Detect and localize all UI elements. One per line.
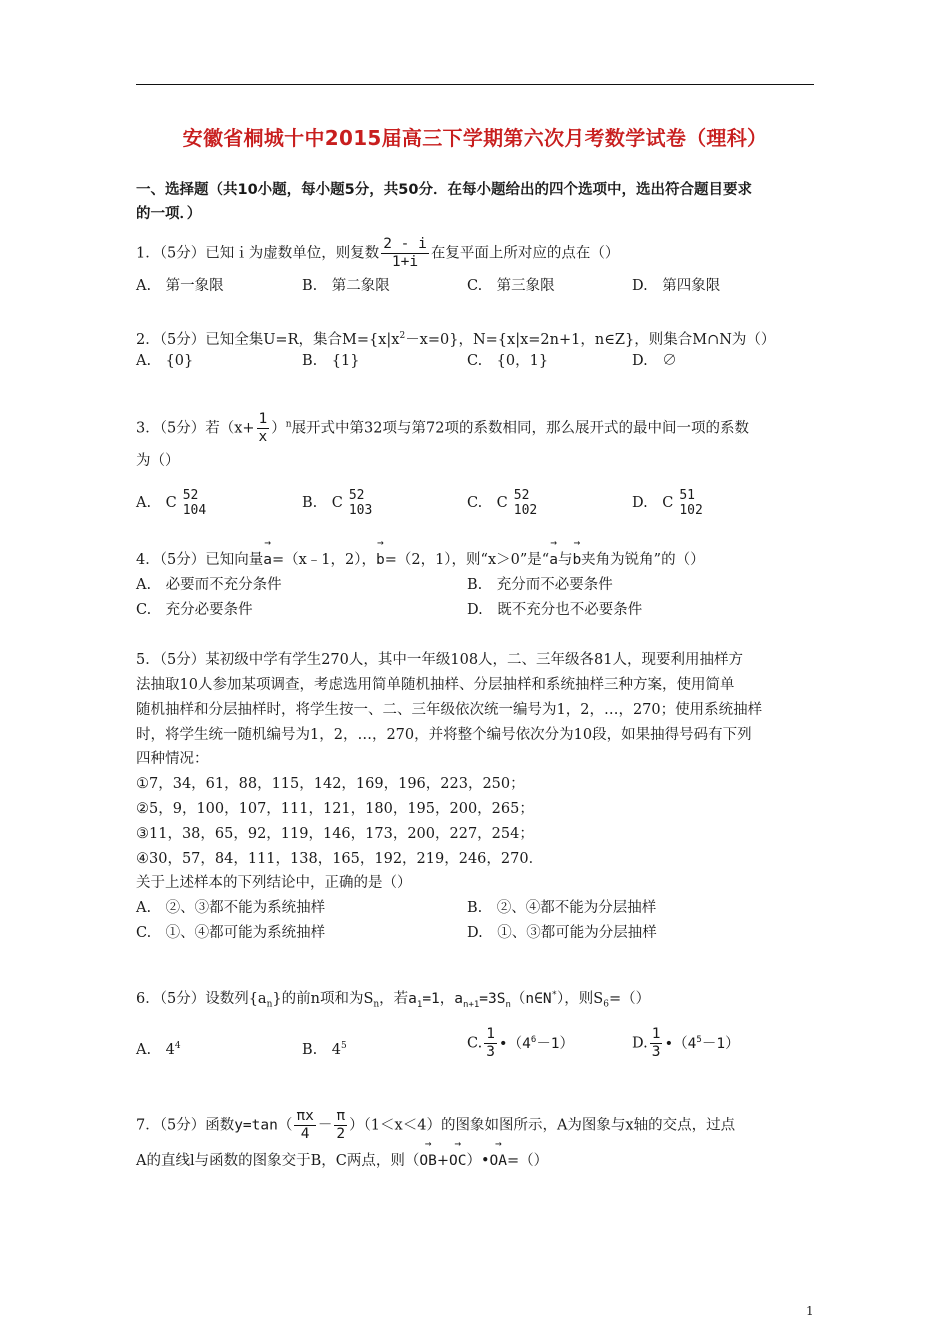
q1-option-c[interactable]: C. 第三象限	[467, 278, 555, 294]
q3-option-c[interactable]: C. C 52 102	[467, 488, 538, 518]
q5-line-1: 5．（5分）某初级中学有学生270人，其中一年级108人，二、三年级各81人，现要利用抽样方	[136, 652, 744, 668]
header-rule	[136, 84, 814, 85]
q7-line2: A的直线l与函数的图象交于B，C两点，则（→ OB+→ OC）•→ OA=（）	[136, 1151, 548, 1171]
q5-line-2: 法抽取10人参加某项调查，考虑选用简单随机抽样、分层抽样和系统抽样三种方案，使用简单	[136, 677, 735, 693]
q4-option-a[interactable]: A. 必要而不充分条件	[136, 577, 282, 593]
q5-option-c[interactable]: C. ①、④都可能为系统抽样	[136, 925, 326, 941]
vector-a: → a	[263, 550, 272, 570]
q1-option-d[interactable]: D. 第四象限	[632, 278, 721, 294]
page-title: 安徽省桐城十中2015届高三下学期第六次月考数学试卷（理科）	[182, 126, 768, 150]
q5-line-3: 随机抽样和分层抽样时，将学生按一、二、三年级依次统一编号为1，2，…，270；使用系统抽样	[136, 702, 763, 718]
q5-line-10: 关于上述样本的下列结论中，正确的是（）	[136, 875, 412, 891]
q5-line-9: ④30，57，84，111，138，165，192，219，246，270．	[136, 851, 544, 867]
q1-text: 1．（5分）已知ｉ为虚数单位，则复数	[136, 245, 380, 262]
question-7: 7．（5分）函数y=tan（ $\frac{\pi x}{4}$ － $\frac{\pi}{2}$ ）（1＜x＜4）的图象如图所示，A为图象与x轴的交点，过点	[136, 1108, 736, 1142]
q6-option-d[interactable]: D. $\frac{1}{3}$ $•(4^5-1)$	[632, 1026, 740, 1060]
q4-option-c[interactable]: C. 充分必要条件	[136, 602, 253, 618]
q3-option-b[interactable]: B. C 52 103	[302, 488, 373, 518]
q3-option-d[interactable]: D. C 51 102	[632, 488, 703, 518]
q4-option-d[interactable]: D. 既不充分也不必要条件	[467, 602, 643, 618]
q2-option-b[interactable]: B. {1}	[302, 353, 360, 369]
vector-ob: → OB	[419, 1151, 436, 1171]
q5-line-4: 时，将学生统一随机编号为1，2，…，270，并将整个编号依次分为10段，如果抽得号码有下列	[136, 727, 752, 743]
q1-fraction: $\frac{2 - i}{1+i}$	[383, 236, 427, 270]
q6-option-a[interactable]: A. $4^4$	[136, 1041, 181, 1058]
question-6: 6．（5分）设数列$\{a_n\}$的前n项和为$S_n$，若$a_1=1$，$a_{n+1}=3S_n(n\in N^*)$，则$S_6=()$	[136, 990, 651, 1010]
q5-line-8: ③11，38，65，92，119，146，173，200，227，254；	[136, 826, 534, 842]
q5-line-5: 四种情况：	[136, 751, 209, 767]
question-2: 2．（5分）已知全集U=R，集合$M=\{x|x^2-x=0\}$，N={x|x=2n+1，n∈Z}，则集合M∩N为（）	[136, 331, 776, 348]
q5-option-b[interactable]: B. ②、④都不能为分层抽样	[467, 900, 657, 916]
q5-option-a[interactable]: A. ②、③都不能为系统抽样	[136, 900, 326, 916]
question-1	[136, 236, 619, 271]
vector-b: → b	[376, 550, 385, 570]
q6-option-b[interactable]: B. $4^5$	[302, 1041, 347, 1058]
q3-option-a[interactable]: A. C 52 104	[136, 488, 207, 518]
q6-option-c[interactable]: C. $\frac{1}{3}$ $•(4^6-1)$	[467, 1026, 575, 1060]
vector-oa: → OA	[490, 1151, 507, 1171]
q2-option-a[interactable]: A. {0}	[136, 353, 194, 369]
q4-option-b[interactable]: B. 充分而不必要条件	[467, 577, 613, 593]
q3-line2: 为（）	[136, 453, 180, 469]
q2-option-c[interactable]: C. {0，1}	[467, 353, 549, 369]
q5-line-7: ②5，9，100，107，111，121，180，195，200，265；	[136, 801, 534, 817]
section-heading: 一、选择题（共10小题，每小题5分，共50分．在每小题给出的四个选项中，选出符合题目要求	[136, 182, 752, 198]
question-3: 3．（5分）若（x+ $\frac{1}{x}$ ）$^n$展开式中第32项与第72项的系数相同，那么展开式的最中间一项的系数	[136, 411, 749, 445]
vector-oc: → OC	[449, 1151, 466, 1171]
q1-option-a[interactable]: A. 第一象限	[136, 278, 224, 294]
q2-option-d[interactable]: D. ∅	[632, 353, 677, 369]
question-4: 4．（5分）已知向量→ a=（x﹣1，2），→ b=（2，1），则“x＞0”是“→ a与→ b夹角为锐角”的（）	[136, 550, 705, 570]
q1-option-b[interactable]: B. 第二象限	[302, 278, 390, 294]
page-number: 1	[806, 1304, 814, 1318]
section-heading-cont: 的一项．）	[136, 206, 202, 222]
q1-text-end: 在复平面上所对应的点在（）	[430, 245, 620, 262]
q3-fraction: $\frac{1}{x}$	[258, 411, 268, 445]
q5-line-6: ①7，34，61，88，115，142，169，196，223，250；	[136, 776, 525, 792]
q5-option-d[interactable]: D. ①、③都可能为分层抽样	[467, 925, 657, 941]
q6-formula: $a_1=1$，$a_{n+1}=3S_n(n\in N^*)$	[408, 990, 565, 1010]
